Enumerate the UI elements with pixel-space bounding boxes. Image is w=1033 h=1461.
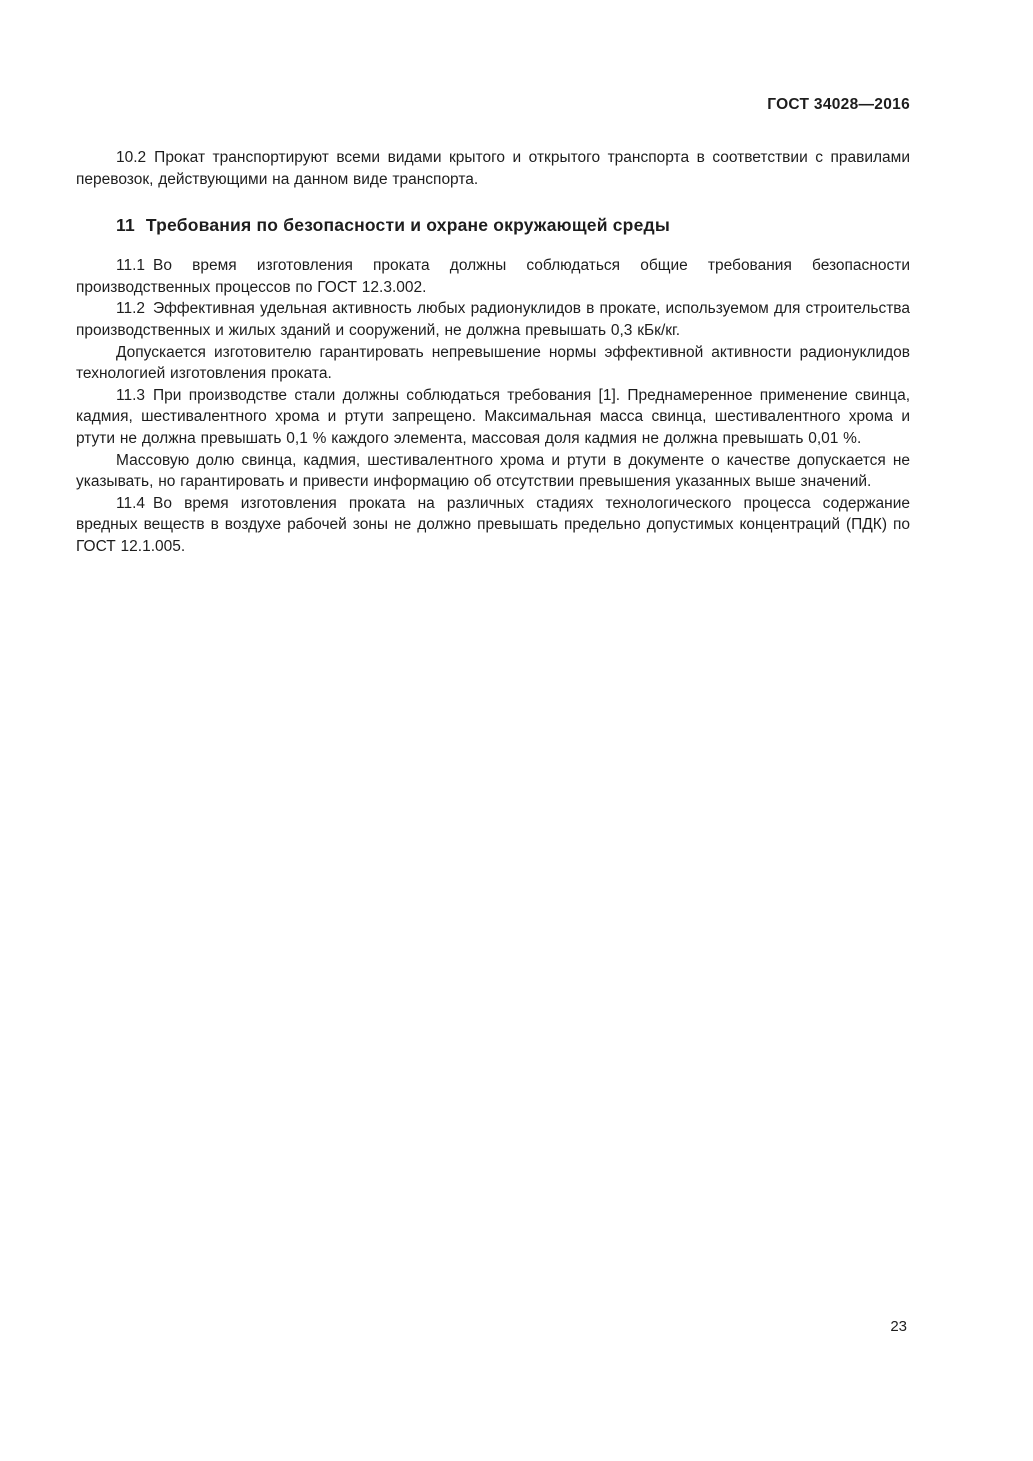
paragraph-text: Допускается изготовителю гарантировать непревышение нормы эффективной активности радионуклидов технологией изготовления проката.: [76, 343, 910, 383]
paragraph-text: Прокат транспортируют всеми видами крытого и открытого транспорта в соответствии с правилами перевозок, действующими на данном виде транспорта.: [76, 149, 910, 188]
paragraph-10-2: [76, 147, 910, 190]
paragraph-11-4: [76, 493, 910, 558]
paragraph-11-2: [76, 298, 910, 341]
clause-number: 11.4: [116, 494, 146, 512]
paragraph-11-3-note: [76, 450, 910, 493]
paragraph-text: Во время изготовления проката на различных стадиях технологического процесса содержание вредных веществ в воздухе рабочей зоны не должно превышать предельно допустимых концентраций (ПДК) по ГОСТ 12.1.005.: [76, 494, 910, 555]
clause-number: 11.3: [116, 386, 146, 404]
paragraph-text: Массовую долю свинца, кадмия, шестивалентного хрома и ртути в документе о качестве допускается не указывать, но гарантировать и привести информацию об отсутствии превышения указанных выше значений.: [76, 451, 910, 491]
clause-number: 11.1: [116, 257, 146, 275]
paragraph-11-1: [76, 255, 910, 298]
paragraph-text: Во время изготовления проката должны соблюдаться общие требования безопасности производственных процессов по ГОСТ 12.3.002.: [76, 257, 910, 296]
section-number: 11: [116, 215, 135, 236]
paragraph-11-2-note: [76, 342, 910, 385]
running-header-standard-number: ГОСТ 34028—2016: [767, 96, 910, 113]
paragraph-text: Эффективная удельная активность любых радионуклидов в прокате, используемом для строительства производственных и жилых зданий и сооружений, не должна превышать 0,3 кБк/кг.: [76, 300, 910, 339]
section-heading: [76, 213, 910, 237]
section-title: Требования по безопасности и охране окружающей среды: [145, 215, 670, 236]
page-number: 23: [890, 1318, 907, 1335]
paragraph-11-3: [76, 385, 910, 450]
clause-number: 11.2: [116, 300, 146, 318]
paragraph-text: При производстве стали должны соблюдаться требования [1]. Преднамеренное применение свинца, кадмия, шестивалентного хрома и ртути запрещено. Максимальная масса свинца, шестивалентного хрома и ртути не должна превышать 0,1 % каждого элемента, массовая доля кадмия не должна превышать 0,01 %.: [76, 386, 910, 447]
clause-number: 10.2: [116, 149, 147, 166]
